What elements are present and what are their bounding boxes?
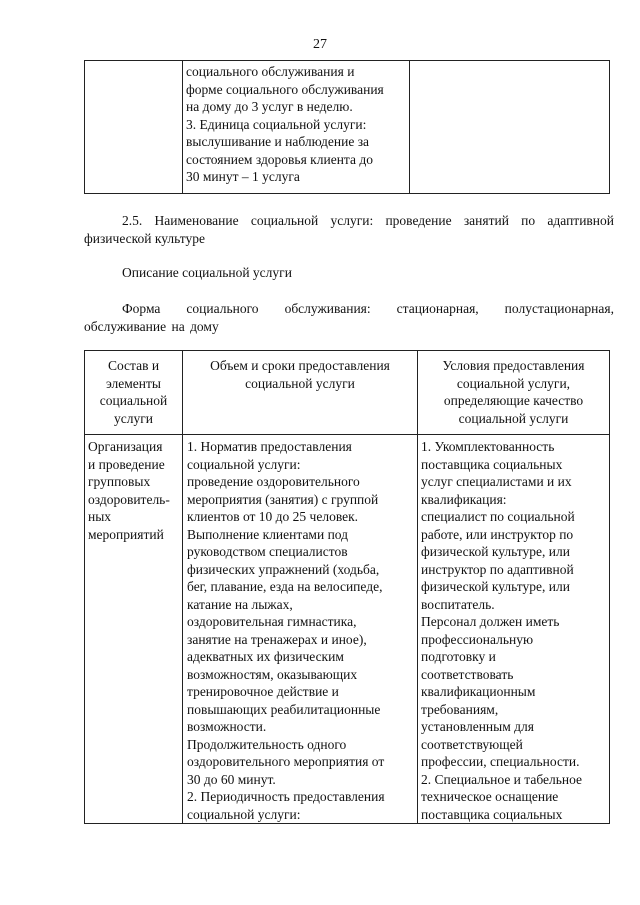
header-conditions: Условия предоставления социальной услуги, определяющие качество социальной услуги bbox=[418, 351, 610, 435]
section-title: 2.5. Наименование социальной услуги: проведение занятий по адаптивной физической культуре bbox=[84, 213, 614, 246]
page-number: 27 bbox=[313, 37, 327, 52]
header-volume-terms: Объем и сроки предоставления социальной услуги bbox=[183, 351, 418, 435]
description-heading: Описание социальной услуги bbox=[122, 265, 292, 280]
row-composition: Организация и проведение групповых оздоровитель- ных мероприятий bbox=[85, 435, 183, 824]
cont-cell-2: социального обслуживания и форме социального обслуживания на дому до 3 услуг в неделю. 3. Единица социальной услуги: выслушивание и наблюдение за состоянием здоровья клиента до 30 минут – 1 услуга bbox=[183, 61, 410, 194]
header-composition: Состав и элементы социальной услуги bbox=[85, 351, 183, 435]
cont-cell-3 bbox=[410, 61, 610, 194]
row-volume-terms: 1. Норматив предоставления социальной услуги: проведение оздоровительного мероприятия (занятия) с группой клиентов от 10 до 25 человек. Выполнение клиентами под руководством специалистов физических упражнений (ходьба, бег, плавание, езда на велосипеде, катание на лыжах, оздоровительная гимнастика, занятие на тренажерах и иное), адекватных их физическим возможностям, оказывающих тренировочное действие и повышающих реабилитационные возможности. Продолжительность одного оздоровительного мероприятия от 30 до 60 минут. 2. Периодичность предоставления социальной услуги: bbox=[183, 435, 418, 824]
service-table bbox=[84, 350, 610, 824]
row-conditions: 1. Укомплектованность поставщика социальных услуг специалистами и их квалификация: специалист по социальной работе, или инструктор по физической культуре, или инструктор по адаптивной физической культуре, или воспитатель. Персонал должен иметь профессиональную подготовку и соответствовать квалификационным требованиям, установленным для соответствующей профессии, специальности. 2. Специальное и табельное техническое оснащение поставщика социальных bbox=[418, 435, 610, 824]
service-form: Форма социального обслуживания: стационарная, полустационарная, обслуживание на дому bbox=[84, 301, 614, 334]
cont-cell-1 bbox=[85, 61, 183, 194]
continuation-table bbox=[84, 60, 610, 194]
